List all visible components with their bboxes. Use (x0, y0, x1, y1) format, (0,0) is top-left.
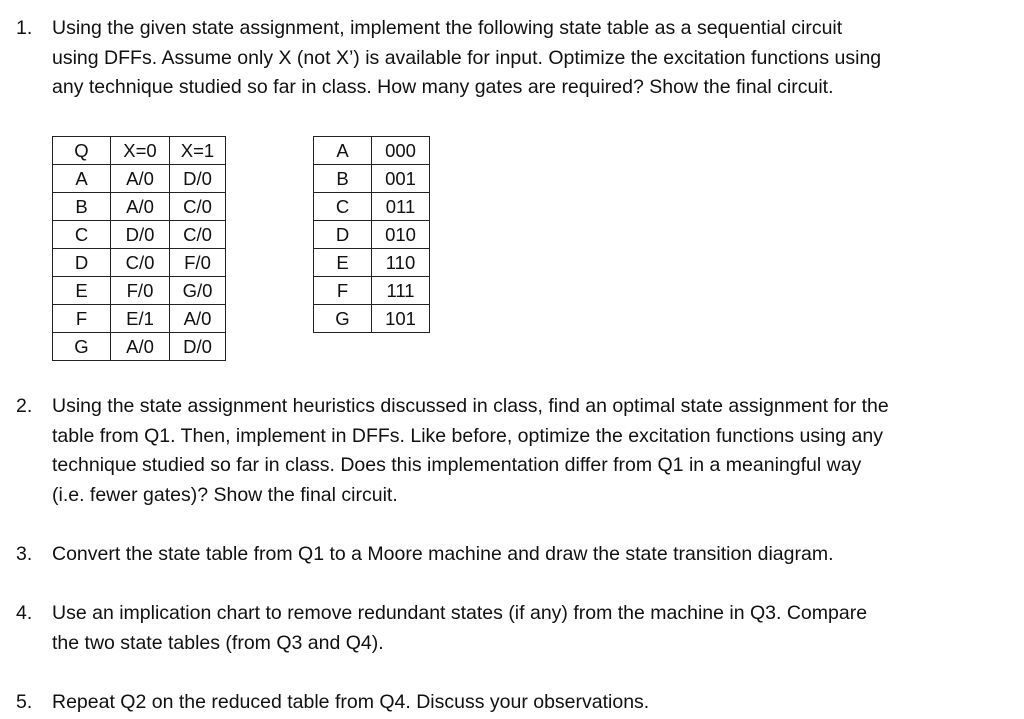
table-cell: C (53, 221, 111, 249)
question-3 (16, 540, 1006, 570)
table-row (314, 137, 430, 165)
table-row (53, 305, 226, 333)
question-number: 2. (16, 395, 33, 417)
question-text (52, 392, 1006, 510)
table-cell: D (314, 221, 372, 249)
text-line: Use an implication chart to remove redundant states (if any) from the machine in Q3. Compare (52, 602, 868, 624)
table-cell: C/0 (111, 249, 170, 277)
table-cell: G (53, 333, 111, 361)
table-cell: B (314, 165, 372, 193)
table-cell: 111 (372, 277, 430, 305)
text-line: technique studied so far in class. Does this implementation differ from Q1 in a meaningful way (52, 454, 862, 476)
question-1 (16, 14, 1006, 103)
text-line: Using the given state assignment, implement the following state table as a sequential circuit (52, 17, 843, 39)
table-cell: A/0 (111, 193, 170, 221)
table-cell: A/0 (111, 333, 170, 361)
question-text (52, 14, 1006, 103)
table-cell: F/0 (111, 277, 170, 305)
table-cell: G (314, 305, 372, 333)
question-text (52, 688, 1006, 718)
table-cell: A/0 (170, 305, 226, 333)
table-cell: D (53, 249, 111, 277)
state-table (52, 136, 226, 361)
table-cell: C (314, 193, 372, 221)
table-row (53, 221, 226, 249)
table-row (53, 193, 226, 221)
question-2 (16, 392, 1006, 510)
question-number: 5. (16, 691, 33, 713)
text-line: Using the state assignment heuristics discussed in class, find an optimal state assignment for the (52, 395, 889, 417)
table-row (53, 333, 226, 361)
table-cell: D/0 (111, 221, 170, 249)
text-line: using DFFs. Assume only X (not X’) is available for input. Optimize the excitation functions using (52, 46, 882, 69)
question-number: 4. (16, 602, 33, 624)
table-cell: 110 (372, 249, 430, 277)
table-row (53, 277, 226, 305)
table-cell: 011 (372, 193, 430, 221)
text-line: Convert the state table from Q1 to a Moore machine and draw the state transition diagram. (52, 543, 834, 565)
state-assignment-table (313, 136, 430, 333)
table-header-row (53, 137, 226, 165)
question-number: 3. (16, 543, 33, 565)
table-cell: 000 (372, 137, 430, 165)
table-cell: E (314, 249, 372, 277)
table-cell: F (314, 277, 372, 305)
text-line: (i.e. fewer gates)? Show the final circuit. (52, 483, 398, 506)
table-cell: F/0 (170, 249, 226, 277)
table-cell: E/1 (111, 305, 170, 333)
text-line: any technique studied so far in class. How many gates are required? Show the final circuit. (52, 76, 834, 98)
table-cell: 101 (372, 305, 430, 333)
table-cell: 001 (372, 165, 430, 193)
question-text (52, 599, 1006, 658)
question-4 (16, 599, 1006, 658)
table-cell: B (53, 193, 111, 221)
table-cell: A (53, 165, 111, 193)
header-cell: Q (53, 137, 111, 165)
question-number: 1. (16, 17, 33, 39)
table-cell: A (314, 137, 372, 165)
table-row (53, 165, 226, 193)
table-row (314, 221, 430, 249)
table-cell: D/0 (170, 165, 226, 193)
table-row (314, 277, 430, 305)
header-cell: X=0 (111, 137, 170, 165)
text-line: table from Q1. Then, implement in DFFs. Like before, optimize the excitation functions using any (52, 424, 883, 447)
table-cell: D/0 (170, 333, 226, 361)
table-cell: C/0 (170, 221, 226, 249)
text-line: Repeat Q2 on the reduced table from Q4. Discuss your observations. (52, 691, 650, 713)
table-cell: F (53, 305, 111, 333)
table-cell: E (53, 277, 111, 305)
header-cell: X=1 (170, 137, 226, 165)
table-row (314, 165, 430, 193)
question-text (52, 540, 1006, 570)
table-row (314, 193, 430, 221)
text-line: the two state tables (from Q3 and Q4). (52, 631, 384, 654)
question-5 (16, 688, 1006, 718)
table-row (314, 305, 430, 333)
table-row (314, 249, 430, 277)
table-cell: A/0 (111, 165, 170, 193)
table-row (53, 249, 226, 277)
table-cell: G/0 (170, 277, 226, 305)
table-cell: C/0 (170, 193, 226, 221)
table-cell: 010 (372, 221, 430, 249)
